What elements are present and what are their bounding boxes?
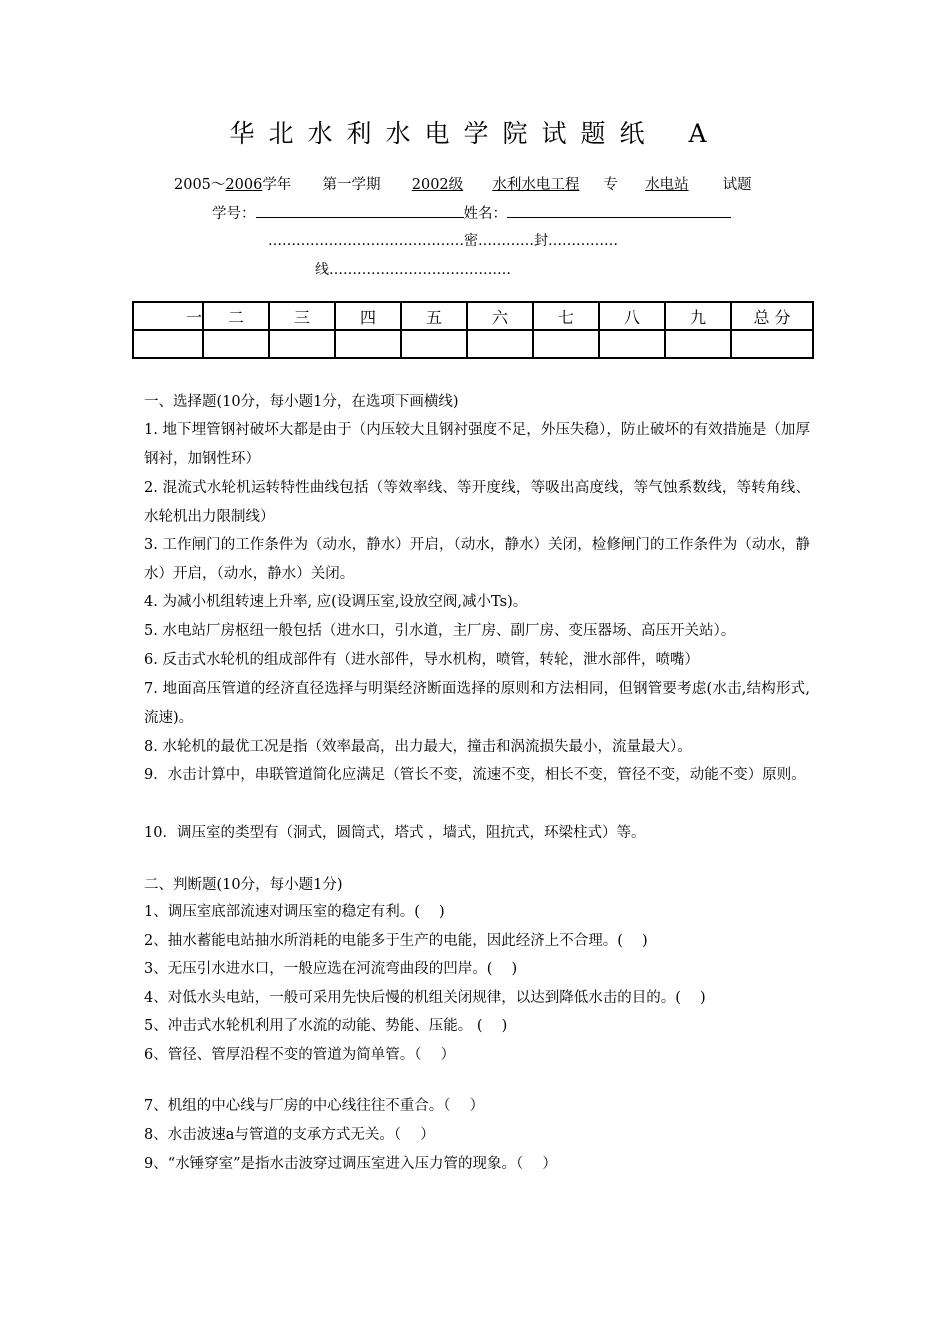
score-header-cell: 五 xyxy=(401,302,467,330)
judge-item: 7、机组的中心线与厂房的中心线往往不重合。（ ） xyxy=(144,1098,485,1114)
name-label: 姓名： xyxy=(463,206,507,222)
seal-line-row2: 线………………………………… xyxy=(315,262,511,278)
judge-item: 4、对低水头电站，一般可采用先快后慢的机组关闭规律，以达到降低水击的目的。( ) xyxy=(144,990,706,1006)
score-value-cell[interactable] xyxy=(533,330,599,358)
score-value-cell[interactable] xyxy=(665,330,731,358)
score-header-cell: 二 xyxy=(203,302,269,330)
question-item: 1. 地下埋管钢衬破坏大都是由于（内压较大且钢衬强度不足，外压失稳），防止破坏的有效措施是（加厚钢衬，加钢性环） xyxy=(144,422,810,467)
student-id-label: 学号： xyxy=(212,206,256,222)
judge-item: 9、“水锤穿室”是指水击波穿过调压室进入压力管的现象。（ ） xyxy=(144,1156,557,1172)
score-header-cell: 总 分 xyxy=(731,302,813,330)
score-header-row xyxy=(133,302,813,330)
score-header-cell: 一 xyxy=(133,302,203,330)
score-table xyxy=(132,301,814,359)
judge-item: 5、冲击式水轮机利用了水流的动能、势能、压能。 ( ) xyxy=(144,1018,508,1034)
judge-item: 6、管径、管厚沿程不变的管道为简单管。（ ） xyxy=(144,1047,456,1063)
section2-title: 二、判断题(10分，每小题1分) xyxy=(144,877,343,893)
question-item: 4. 为减小机组转速上升率, 应(设调压室,设放空阀,减小Ts)。 xyxy=(144,594,528,610)
question-item: 5. 水电站厂房枢纽一般包括（进水口，引水道，主厂房、副厂房、变压器场、高压开关站）。 xyxy=(144,623,736,639)
seal-line-row1: ……………………………………密…………封…………… xyxy=(268,233,618,249)
course-suffix: 试题 xyxy=(722,177,752,193)
question-item: 6. 反击式水轮机的组成部件有（进水部件，导水机构，喷管，转轮，泄水部件，喷嘴） xyxy=(144,652,699,668)
score-value-cell[interactable] xyxy=(269,330,335,358)
score-value-cell[interactable] xyxy=(731,330,813,358)
judge-item: 8、水击波速a与管道的支承方式无关。（ ） xyxy=(144,1127,435,1143)
semester: 第一学期 xyxy=(322,177,381,193)
section1-title: 一、选择题(10分，每小题1分，在选项下画横线) xyxy=(144,394,459,410)
score-header-cell: 四 xyxy=(335,302,401,330)
judge-item: 3、无压引水进水口，一般应选在河流弯曲段的凹岸。( ) xyxy=(144,961,518,977)
score-value-cell[interactable] xyxy=(599,330,665,358)
exam-title-text: 华北水利水电学院试题纸 xyxy=(229,119,659,148)
year-end: 2006 xyxy=(225,177,263,193)
question-item: 9．水击计算中，串联管道简化应满足（管长不变，流速不变，相长不变，管径不变，动能不变）原则。 xyxy=(144,767,806,783)
major: 水利水电工程 xyxy=(492,177,580,193)
year-start: 2005 xyxy=(174,177,211,193)
score-value-cell[interactable] xyxy=(335,330,401,358)
exam-title xyxy=(0,114,950,150)
grade: 2002级 xyxy=(411,177,464,193)
score-value-cell[interactable] xyxy=(467,330,533,358)
score-value-cell[interactable] xyxy=(203,330,269,358)
year-tilde: ～ xyxy=(210,177,226,193)
course: 水电站 xyxy=(645,177,689,193)
score-header-cell: 六 xyxy=(467,302,533,330)
score-header-cell: 八 xyxy=(599,302,665,330)
year-suffix: 学年 xyxy=(262,177,292,193)
judge-item: 2、抽水蓄能电站抽水所消耗的电能多于生产的电能，因此经济上不合理。( ) xyxy=(144,933,648,949)
name-field[interactable] xyxy=(507,203,731,218)
exam-meta-line xyxy=(174,173,752,194)
exam-version: A xyxy=(688,119,721,148)
score-value-cell[interactable] xyxy=(401,330,467,358)
question-item: 3. 工作闸门的工作条件为（动水，静水）开启，（动水，静水）关闭，检修闸门的工作条件为（动水，静水）开启，（动水，静水）关闭。 xyxy=(144,537,810,582)
major-suffix: 专 xyxy=(603,177,618,193)
judge-item: 1、调压室底部流速对调压室的稳定有利。( ) xyxy=(144,904,445,920)
score-value-row xyxy=(133,330,813,358)
question-item: 2. 混流式水轮机运转特性曲线包括（等效率线、等开度线，等吸出高度线，等气蚀系数线，等转角线、水轮机出力限制线） xyxy=(144,480,810,525)
question-item: 10．调压室的类型有（洞式，圆筒式，塔式 ，墙式，阻抗式，环梁柱式）等。 xyxy=(144,825,646,841)
student-id-field[interactable] xyxy=(256,203,464,218)
question-item: 7. 地面高压管道的经济直径选择与明渠经济断面选择的原则和方法相同，但钢管要考虑(水击,结构形式,流速)。 xyxy=(144,681,810,726)
question-item: 8. 水轮机的最优工况是指（效率最高，出力最大，撞击和涡流损失最小，流量最大）。 xyxy=(144,739,692,755)
score-header-cell: 三 xyxy=(269,302,335,330)
score-header-cell: 七 xyxy=(533,302,599,330)
student-info-line xyxy=(212,202,731,223)
score-header-cell: 九 xyxy=(665,302,731,330)
score-value-cell[interactable] xyxy=(133,330,203,358)
